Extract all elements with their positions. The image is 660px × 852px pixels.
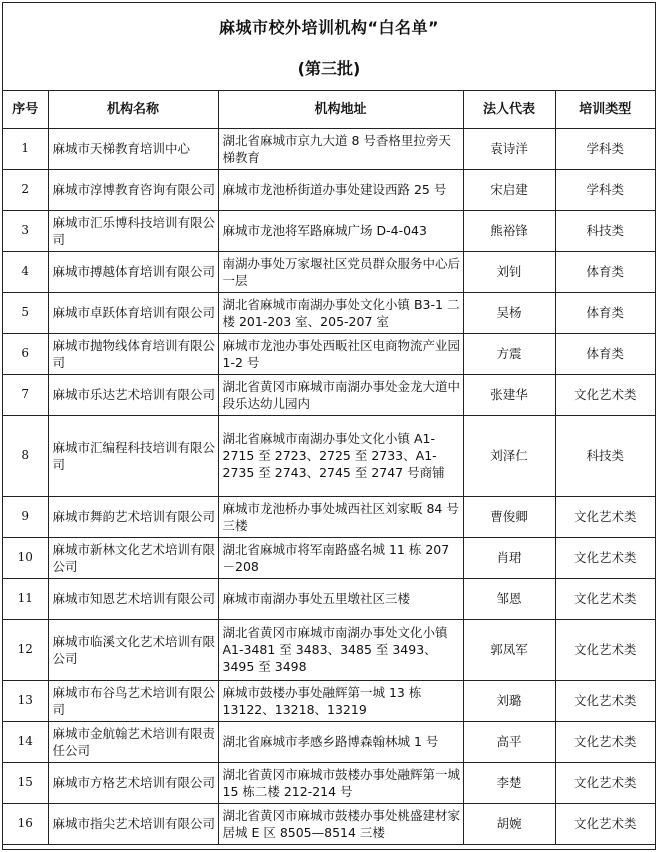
table-row: [3, 619, 655, 680]
legal-representative: 吴杨: [463, 292, 555, 333]
legal-representative: 高平: [463, 721, 555, 762]
institution-name: 麻城市布谷鸟艺术培训有限公司: [48, 680, 218, 721]
title-block: [3, 3, 655, 91]
legal-representative: 刘泽仁: [463, 415, 555, 496]
row-number: 6: [3, 333, 48, 374]
row-number: 5: [3, 292, 48, 333]
institution-name: 麻城市方格艺术培训有限公司: [48, 762, 218, 803]
table-row: [3, 169, 655, 210]
training-type: 科技类: [555, 415, 655, 496]
training-type: 文化艺术类: [555, 496, 655, 537]
training-type: 学科类: [555, 128, 655, 169]
institution-address: 麻城市龙池将军路麻城广场 D-4-043: [218, 210, 463, 251]
institution-address: 湖北省麻城市南湖办事处文化小镇 A1-2715 至 2723、2725 至 2733、A1-2735 至 2743、2745 至 2747 号商铺: [218, 415, 463, 496]
institution-address: 湖北省麻城市将军南路盛名城 11 栋 207－208: [218, 537, 463, 578]
legal-representative: 张建华: [463, 374, 555, 415]
legal-representative: 李楚: [463, 762, 555, 803]
table-header-row: [3, 91, 655, 128]
table-row: [3, 680, 655, 721]
header-name: 机构名称: [48, 91, 218, 128]
row-number: 1: [3, 128, 48, 169]
training-type: 文化艺术类: [555, 721, 655, 762]
institution-name: 麻城市搏越体育培训有限公司: [48, 251, 218, 292]
table-row: [3, 333, 655, 374]
training-type: 文化艺术类: [555, 537, 655, 578]
header-address: 机构地址: [218, 91, 463, 128]
legal-representative: 肖珺: [463, 537, 555, 578]
institution-name: 麻城市淳博教育咨询有限公司: [48, 169, 218, 210]
training-type: 体育类: [555, 333, 655, 374]
institution-address: 湖北省麻城市南湖办事处文化小镇 B3-1 二楼 201-203 室、205-207 室: [218, 292, 463, 333]
institution-address: 湖北省黄冈市麻城市鼓楼办事处桃盛建材家居城 E 区 8505—8514 三楼: [218, 803, 463, 844]
table-row: [3, 721, 655, 762]
institution-name: 麻城市知恩艺术培训有限公司: [48, 578, 218, 619]
table-row: [3, 292, 655, 333]
institution-name: 麻城市汇编程科技培训有限公司: [48, 415, 218, 496]
institution-address: 南湖办事处万家堰社区党员群众服务中心后一层: [218, 251, 463, 292]
training-type: 文化艺术类: [555, 374, 655, 415]
row-number: 2: [3, 169, 48, 210]
institution-address: 麻城市龙池桥街道办事处建设西路 25 号: [218, 169, 463, 210]
row-number: 7: [3, 374, 48, 415]
institution-name: 麻城市抛物线体育培训有限公司: [48, 333, 218, 374]
legal-representative: 方震: [463, 333, 555, 374]
institution-name: 麻城市卓跃体育培训有限公司: [48, 292, 218, 333]
row-number: 8: [3, 415, 48, 496]
document-subtitle: (第三批): [297, 59, 361, 78]
training-type: 科技类: [555, 210, 655, 251]
institution-address: 湖北省黄冈市麻城市南湖办事处金龙大道中段乐达幼儿园内: [218, 374, 463, 415]
training-type: 体育类: [555, 251, 655, 292]
institution-address: 麻城市南湖办事处五里墩社区三楼: [218, 578, 463, 619]
institution-name: 麻城市汇乐博科技培训有限公司: [48, 210, 218, 251]
institution-address: 湖北省黄冈市麻城市南湖办事处文化小镇 A1-3481 至 3483、3485 至 3493、3495 至 3498: [218, 619, 463, 680]
training-type: 学科类: [555, 169, 655, 210]
training-type: 体育类: [555, 292, 655, 333]
row-number: 14: [3, 721, 48, 762]
legal-representative: 刘璐: [463, 680, 555, 721]
institution-address: 湖北省黄冈市麻城市鼓楼办事处融辉第一城 15 栋二楼 212-214 号: [218, 762, 463, 803]
institution-table: [3, 91, 655, 845]
row-number: 10: [3, 537, 48, 578]
header-num: 序号: [3, 91, 48, 128]
institution-address: 麻城市鼓楼办事处融辉第一城 13 栋 13122、13218、13219: [218, 680, 463, 721]
row-number: 13: [3, 680, 48, 721]
training-type: 文化艺术类: [555, 762, 655, 803]
training-type: 文化艺术类: [555, 619, 655, 680]
header-representative: 法人代表: [463, 91, 555, 128]
training-type: 文化艺术类: [555, 680, 655, 721]
institution-name: 麻城市乐达艺术培训有限公司: [48, 374, 218, 415]
legal-representative: 胡婉: [463, 803, 555, 844]
table-row: [3, 578, 655, 619]
legal-representative: 郭凤军: [463, 619, 555, 680]
legal-representative: 袁诗洋: [463, 128, 555, 169]
table-row: [3, 762, 655, 803]
institution-address: 湖北省麻城市孝感乡路博森翰林城 1 号: [218, 721, 463, 762]
legal-representative: 曹俊卿: [463, 496, 555, 537]
training-type: 文化艺术类: [555, 578, 655, 619]
row-number: 16: [3, 803, 48, 844]
whitelist-document: [2, 2, 656, 850]
legal-representative: 刘钊: [463, 251, 555, 292]
institution-name: 麻城市舞韵艺术培训有限公司: [48, 496, 218, 537]
legal-representative: 熊裕锋: [463, 210, 555, 251]
institution-address: 麻城市龙池办事处西畈社区电商物流产业园 1-2 号: [218, 333, 463, 374]
row-number: 4: [3, 251, 48, 292]
table-row: [3, 803, 655, 844]
row-number: 12: [3, 619, 48, 680]
institution-name: 麻城市金航翰艺术培训有限责任公司: [48, 721, 218, 762]
table-row: [3, 251, 655, 292]
training-type: 文化艺术类: [555, 803, 655, 844]
table-row: [3, 128, 655, 169]
table-row: [3, 496, 655, 537]
header-type: 培训类型: [555, 91, 655, 128]
legal-representative: 宋启建: [463, 169, 555, 210]
row-number: 15: [3, 762, 48, 803]
institution-name: 麻城市天梯教育培训中心: [48, 128, 218, 169]
table-row: [3, 415, 655, 496]
institution-address: 湖北省麻城市京九大道 8 号香格里拉旁天梯教育: [218, 128, 463, 169]
institution-name: 麻城市指尖艺术培训有限公司: [48, 803, 218, 844]
institution-name: 麻城市临溪文化艺术培训有限公司: [48, 619, 218, 680]
table-body: [3, 128, 655, 844]
row-number: 3: [3, 210, 48, 251]
institution-address: 麻城市龙池桥办事处城西社区刘家畈 84 号三楼: [218, 496, 463, 537]
table-row: [3, 210, 655, 251]
row-number: 11: [3, 578, 48, 619]
row-number: 9: [3, 496, 48, 537]
table-row: [3, 374, 655, 415]
institution-name: 麻城市新林文化艺术培训有限公司: [48, 537, 218, 578]
legal-representative: 邹恩: [463, 578, 555, 619]
table-row: [3, 537, 655, 578]
document-title: 麻城市校外培训机构“白名单”: [218, 18, 440, 37]
